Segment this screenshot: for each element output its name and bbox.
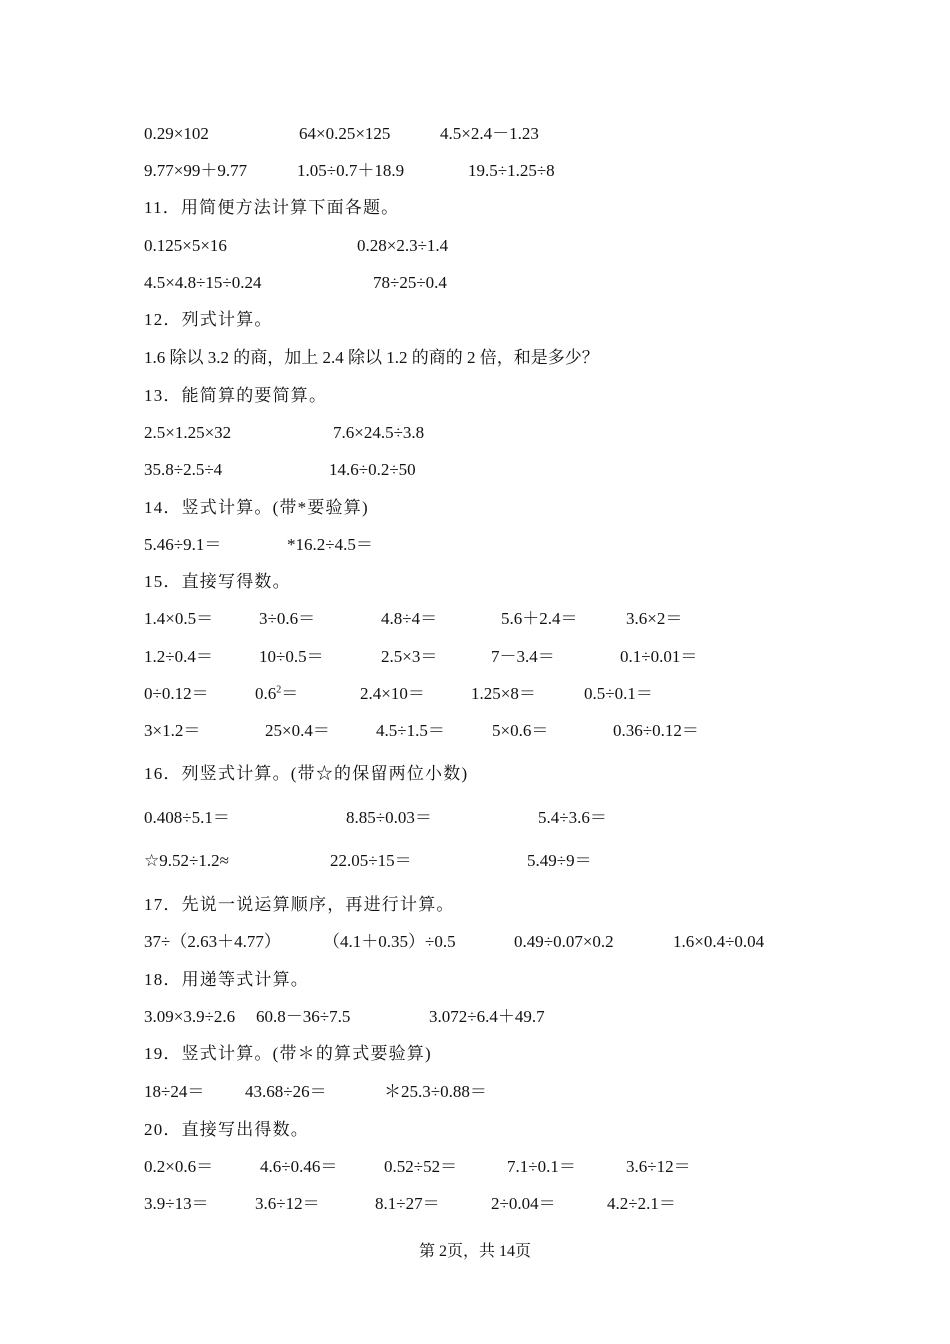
expression — [144, 1080, 204, 1104]
expression — [384, 1080, 487, 1104]
expression — [357, 234, 448, 258]
expression-text: 25×0.4＝ — [265, 721, 330, 740]
expression — [491, 1192, 556, 1216]
expression-text: 3÷0.6＝ — [259, 609, 316, 628]
question-heading: 15．直接写得数。 — [144, 572, 291, 591]
expression-text: 64×0.25×125 — [299, 124, 391, 143]
expression-text: 0.2×0.6＝ — [144, 1157, 214, 1176]
exponent: 2 — [276, 684, 282, 696]
expression-text: 0.6 — [255, 684, 277, 703]
expression — [144, 458, 222, 482]
expression-text: 1.4×0.5＝ — [144, 609, 214, 628]
expression — [381, 645, 437, 669]
expression-text: 1.25×8＝ — [471, 684, 536, 703]
expression-text: 0.29×102 — [144, 124, 209, 143]
expression — [626, 607, 682, 631]
expression-text: （4.1＋0.35）÷0.5 — [323, 932, 456, 951]
expression — [144, 122, 209, 146]
expression-text: 2.5×3＝ — [381, 647, 438, 666]
expression — [492, 719, 548, 743]
question-heading: 14．竖式计算。(带*要验算) — [144, 498, 369, 517]
question-heading: 12．列式计算。 — [144, 310, 273, 329]
expression — [538, 806, 607, 830]
question-heading: 20．直接写出得数。 — [144, 1120, 309, 1139]
expression — [144, 682, 209, 706]
expression-text: 0.36÷0.12＝ — [613, 721, 699, 740]
expression-text: 60.8－36÷7.5 — [256, 1007, 351, 1026]
expression-text: 1.05÷0.7＋18.9 — [297, 161, 405, 180]
expression-text: 5.49÷9＝ — [527, 851, 592, 870]
expression — [144, 930, 281, 954]
expression-text: 3.072÷6.4＋49.7 — [429, 1007, 545, 1026]
expression — [259, 607, 315, 631]
expression-text: 5.4÷3.6＝ — [538, 808, 607, 827]
expression — [626, 1155, 691, 1179]
expression — [323, 930, 456, 954]
question-heading: 16．列竖式计算。(带☆的保留两位小数) — [144, 764, 469, 783]
expression-text: 4.8÷4＝ — [381, 609, 438, 628]
expression-text: 3.09×3.9÷2.6 — [144, 1007, 236, 1026]
expression-text: 3×1.2＝ — [144, 721, 201, 740]
question-text: 1.6 除以 3.2 的商，加上 2.4 除以 1.2 的商的 2 倍，和是多少？ — [144, 348, 599, 367]
question-heading: 17．先说一说运算顺序，再进行计算。 — [144, 895, 455, 914]
expression — [471, 682, 536, 706]
question-heading: 11．用简便方法计算下面各题。 — [144, 198, 400, 217]
question-heading: 18．用递等式计算。 — [144, 970, 309, 989]
expression-text: 5×0.6＝ — [492, 721, 549, 740]
expression — [256, 1005, 350, 1029]
expression — [245, 1080, 327, 1104]
expression-text: 78÷25÷0.4 — [373, 273, 447, 292]
expression — [297, 159, 404, 183]
expression-text: 2÷0.04＝ — [491, 1194, 556, 1213]
expression-text: 8.85÷0.03＝ — [346, 808, 432, 827]
expression — [144, 533, 221, 557]
expression-text: 2.4×10＝ — [360, 684, 425, 703]
expression-text: ＊25.3÷0.88＝ — [384, 1082, 487, 1101]
expression-text: 3.9÷13＝ — [144, 1194, 209, 1213]
expression — [144, 271, 262, 295]
expression-text: 3.6÷12＝ — [626, 1157, 691, 1176]
expression-text: 7.1÷0.1＝ — [507, 1157, 576, 1176]
expression — [607, 1192, 676, 1216]
expression-text: 7－3.4＝ — [491, 647, 555, 666]
expression-text: 10÷0.5＝ — [259, 647, 324, 666]
expression-text: 19.5÷1.25÷8 — [468, 161, 555, 180]
expression-text: 9.77×99＋9.77 — [144, 161, 248, 180]
expression-text: 1.6×0.4÷0.04 — [673, 932, 765, 951]
expression — [381, 607, 437, 631]
expression-text: 18÷24＝ — [144, 1082, 205, 1101]
expression — [468, 159, 555, 183]
expression-text: 0.125×5×16 — [144, 236, 227, 255]
question-heading: 19．竖式计算。(带＊的算式要验算) — [144, 1044, 432, 1063]
expression — [613, 719, 699, 743]
expression — [144, 1005, 235, 1029]
expression — [527, 849, 592, 873]
expression — [375, 1192, 440, 1216]
expression-text: 1.2÷0.4＝ — [144, 647, 213, 666]
expression — [384, 1155, 457, 1179]
expression — [673, 930, 764, 954]
expression-text: 4.5×2.4－1.23 — [440, 124, 539, 143]
expression-text: 0.52÷52＝ — [384, 1157, 458, 1176]
expression-text: 3.6÷12＝ — [255, 1194, 320, 1213]
expression — [255, 682, 298, 706]
expression-text: 43.68÷26＝ — [245, 1082, 327, 1101]
expression-text: 2.5×1.25×32 — [144, 423, 232, 442]
expression-text: 5.46÷9.1＝ — [144, 535, 222, 554]
expression — [299, 122, 390, 146]
expression-text: 3.6×2＝ — [626, 609, 683, 628]
expression — [144, 806, 230, 830]
expression — [373, 271, 447, 295]
expression — [360, 682, 425, 706]
expression-text: 4.2÷2.1＝ — [607, 1194, 676, 1213]
expression-text: 0.408÷5.1＝ — [144, 808, 230, 827]
expression — [440, 122, 539, 146]
expression-text: 5.6＋2.4＝ — [501, 609, 578, 628]
expression — [330, 849, 412, 873]
expression-text: ☆9.52÷1.2≈ — [144, 851, 229, 870]
expression-text: 0.1÷0.01＝ — [620, 647, 698, 666]
expression-text: 0÷0.12＝ — [144, 684, 209, 703]
expression-text: 35.8÷2.5÷4 — [144, 460, 223, 479]
expression — [491, 645, 555, 669]
expression-text: 4.5÷1.5＝ — [376, 721, 445, 740]
expression-text: 37÷（2.63＋4.77） — [144, 932, 281, 951]
expression — [255, 1192, 320, 1216]
expression-text: 0.5÷0.1＝ — [584, 684, 653, 703]
expression-text: 0.28×2.3÷1.4 — [357, 236, 449, 255]
expression — [144, 1155, 213, 1179]
expression-text: 4.5×4.8÷15÷0.24 — [144, 273, 262, 292]
expression — [144, 719, 200, 743]
expression — [144, 645, 213, 669]
expression-text: 8.1÷27＝ — [375, 1194, 440, 1213]
expression — [514, 930, 614, 954]
question-heading: 13．能简算的要简算。 — [144, 386, 328, 405]
expression — [144, 234, 227, 258]
expression — [265, 719, 330, 743]
expression — [376, 719, 445, 743]
expression-text: 0.49÷0.07×0.2 — [514, 932, 614, 951]
expression-text: 4.6÷0.46＝ — [260, 1157, 338, 1176]
page-footer: 第 2页，共 14页 — [418, 1243, 531, 1260]
expression-text: *16.2÷4.5＝ — [287, 535, 373, 554]
expression — [346, 806, 432, 830]
expression — [144, 159, 247, 183]
expression — [259, 645, 324, 669]
expression — [584, 682, 653, 706]
expression — [333, 421, 424, 445]
expression — [260, 1155, 337, 1179]
expression-text: 14.6÷0.2÷50 — [329, 460, 416, 479]
expression — [501, 607, 578, 631]
expression — [287, 533, 373, 557]
expression-text: 22.05÷15＝ — [330, 851, 412, 870]
expression — [620, 645, 697, 669]
expression — [507, 1155, 576, 1179]
expression — [329, 458, 416, 482]
expression — [144, 421, 231, 445]
expression — [144, 1192, 209, 1216]
expression — [144, 849, 229, 873]
expression — [429, 1005, 545, 1029]
equals-sign: ＝ — [281, 684, 299, 703]
expression-text: 7.6×24.5÷3.8 — [333, 423, 425, 442]
expression — [144, 607, 213, 631]
